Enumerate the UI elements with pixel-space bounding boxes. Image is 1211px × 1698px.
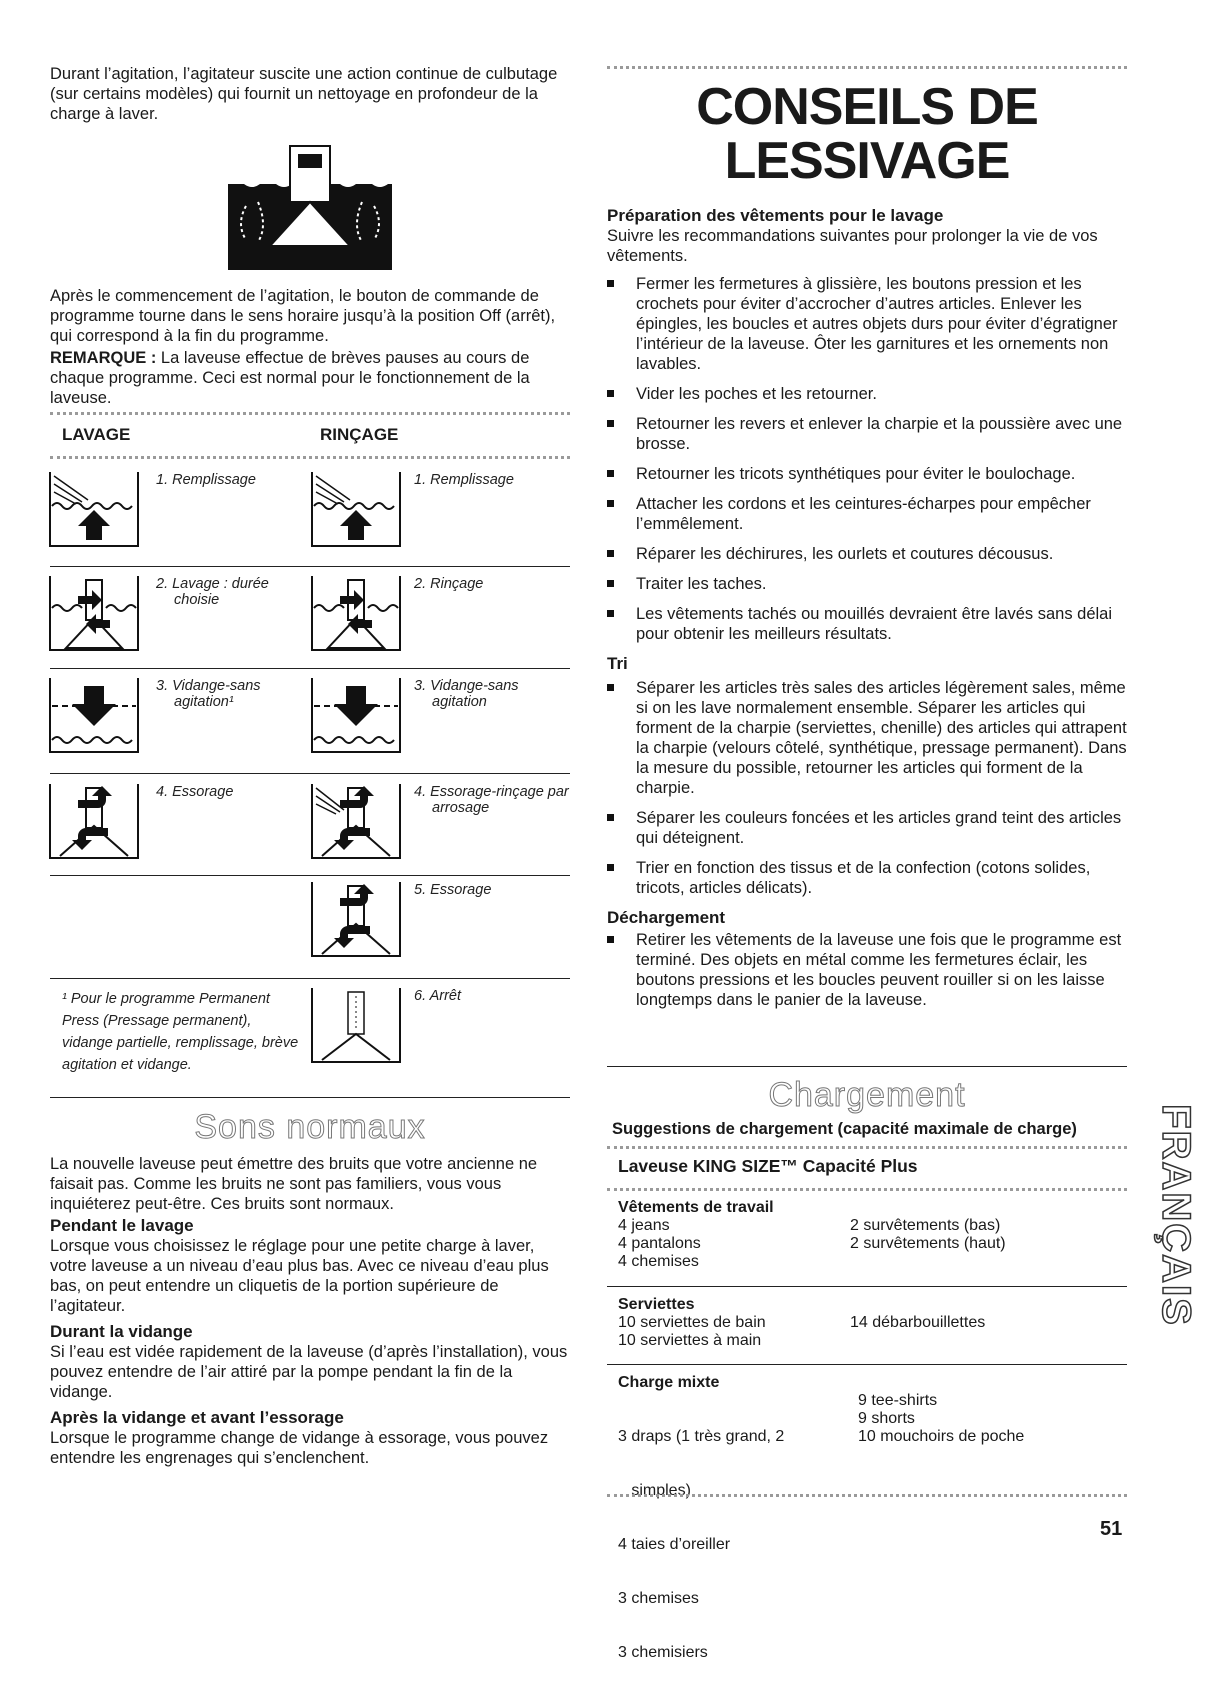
bullet-icon (607, 936, 614, 943)
remark-text: La laveuse effectue de brèves pauses au cours de chaque programme. Ceci est normal pour le fonctionnement de la laveuse. (50, 349, 530, 407)
sort-heading: Tri (607, 654, 628, 673)
rinse-step-label: 5. Essorage (414, 882, 492, 898)
list-item: Séparer les articles très sales des articles légèrement sales, même si on les lave normalement ensemble. Séparer les articles qui forment de la charpie (serviettes, chenille) des articles qui attrapent la charpie (velours côtelé, synthétique, pressage permanent). Dans la mesure du possible, retourner les articles qui forment de la charpie. (607, 678, 1127, 798)
list-item: Retourner les revers et enlever la charpie et la poussière avec une brosse. (607, 414, 1127, 454)
load-item: 10 serviettes à main (618, 1332, 762, 1349)
list-item: Trier en fonction des tissus et de la confection (cotons solides, tricots, articles délicats). (607, 858, 1127, 898)
bullet-icon (607, 684, 614, 691)
bullet-icon (607, 814, 614, 821)
step-divider (50, 875, 570, 876)
bullet-icon (607, 470, 614, 477)
load-item: 10 mouchoirs de poche (858, 1428, 1025, 1445)
rinse-step-label: 2. Rinçage (414, 576, 484, 592)
step-divider (50, 978, 570, 979)
agitate-icon (48, 574, 140, 654)
fill-icon (48, 470, 140, 550)
sort-list (607, 678, 1127, 898)
washer-heading: Laveuse KING SIZE™ Capacité Plus (618, 1156, 918, 1176)
step-divider (50, 566, 570, 567)
sound-text: Si l’eau est vidée rapidement de la laveuse (d’après l’installation), vous pouvez entendre de l’air attiré par la pompe pendant la fin de la vidange. (50, 1343, 568, 1401)
rinse-step-label: 4. Essorage-rinçage par arrosage (414, 784, 569, 816)
title-line: LESSIVAGE (724, 132, 1010, 190)
spin-icon (48, 782, 140, 862)
load-item: 3 chemisiers (618, 1644, 708, 1661)
agitate-icon (310, 574, 402, 654)
list-item: Les vêtements tachés ou mouillés devraient être lavés sans délai pour obtenir les meilleurs résultats. (607, 604, 1127, 644)
load-item: 9 tee-shirts (858, 1392, 938, 1409)
prep-heading: Préparation des vêtements pour le lavage (607, 206, 944, 225)
wash-step-label: 1. Remplissage (156, 472, 256, 488)
sounds-intro: La nouvelle laveuse peut émettre des bruits que votre ancienne ne faisait pas. Comme les bruits ne sont pas familiers, vous vous inquiéterez peut-être. Ces bruits sont normaux. (50, 1155, 538, 1213)
loading-subtitle: Suggestions de chargement (capacité maximale de charge) (612, 1120, 1077, 1138)
list-item: Attacher les cordons et les ceintures-écharpes pour empêcher l’emmêlement. (607, 494, 1127, 534)
load-item: 3 draps (1 très grand, 2 (618, 1428, 785, 1445)
sound-text: Lorsque le programme change de vidange à essorage, vous pouvez entendre les engrenages qui s’enclenchent. (50, 1429, 549, 1467)
fill-icon (310, 470, 402, 550)
load-item: 4 pantalons (618, 1235, 701, 1252)
sound-heading: Durant la vidange (50, 1322, 193, 1341)
bullet-icon (607, 280, 614, 287)
load-item: 2 survêtements (bas) (850, 1217, 1001, 1234)
divider (607, 1364, 1127, 1365)
remark-paragraph (50, 348, 570, 408)
page-number: 51 (1100, 1518, 1123, 1540)
sound-item (50, 1408, 570, 1468)
bullet-icon (607, 390, 614, 397)
list-item: Retirer les vêtements de la laveuse une fois que le programme est terminé. Des objets en métal comme les fermetures éclair, les boutons pressions et les boucles peuvent rouiller si on les laisse longtemps dans le panier de la laveuse. (607, 930, 1127, 1010)
wash-step-label: 2. Lavage : durée choisie (156, 576, 269, 608)
spin-icon (310, 880, 402, 960)
wash-step-label: 4. Essorage (156, 784, 234, 800)
spray-spin-icon (310, 782, 402, 862)
footnote: ¹ Pour le programme Permanent Press (Pressage permanent), vidange partielle, remplissage, brève agitation et vidange. (62, 991, 299, 1073)
load-item: 10 serviettes de bain (618, 1314, 766, 1331)
divider (50, 456, 570, 459)
wash-column-heading: LAVAGE (62, 425, 131, 444)
title-line: CONSEILS DE (696, 78, 1038, 136)
list-item: Fermer les fermetures à glissière, les boutons pression et les crochets pour éviter d’accrocher d’autres articles. Enlever les épingles, les boucles et autres objets durs pour éviter d’égratigner l’intérieur de la laveuse. Ôter les garnitures et les ornements non lavables. (607, 274, 1127, 374)
divider (607, 1188, 1127, 1191)
rinse-step-label: 3. Vidange-sans agitation (414, 678, 519, 710)
sound-text: Lorsque vous choisissez le réglage pour une petite charge à laver, votre laveuse a un niveau d’eau plus bas. Avec ce niveau d’eau plus bas, on peut entendre un cliquetis de la portion supérieure de l’agitateur. (50, 1237, 549, 1315)
load-group-heading: Charge mixte (618, 1374, 720, 1391)
sound-heading: Après la vidange et avant l’essorage (50, 1408, 344, 1427)
bullet-icon (607, 420, 614, 427)
prep-intro: Suivre les recommandations suivantes pour prolonger la vie de vos vêtements. (607, 227, 1098, 265)
unload-heading: Déchargement (607, 908, 726, 927)
load-item: 9 shorts (858, 1410, 915, 1427)
sound-heading: Pendant le lavage (50, 1216, 194, 1235)
load-item: 14 débarbouillettes (850, 1314, 986, 1331)
divider (607, 1066, 1127, 1067)
divider (607, 1286, 1127, 1287)
drain-icon (310, 676, 402, 756)
preparation-section (607, 206, 1127, 1020)
stop-icon (310, 986, 402, 1066)
load-item: 3 chemises (618, 1590, 699, 1607)
unload-list (607, 930, 1127, 1010)
wash-step-label: 3. Vidange-sans agitation¹ (156, 678, 261, 710)
prep-list (607, 274, 1127, 644)
rinse-step-label: 1. Remplissage (414, 472, 514, 488)
sound-item (50, 1216, 570, 1316)
bullet-icon (607, 550, 614, 557)
after-agitation-paragraph: Après le commencement de l’agitation, le bouton de commande de programme tourne dans le sens horaire jusqu’à la position Off (arrêt), qui correspond à la fin du programme. (50, 287, 556, 345)
rinse-column-heading: RINÇAGE (320, 425, 399, 444)
remark-label: REMARQUE : (50, 349, 157, 367)
load-item: 4 jeans (618, 1217, 670, 1234)
list-item: Traiter les taches. (607, 574, 1127, 594)
bullet-icon (607, 580, 614, 587)
load-group-heading: Vêtements de travail (618, 1199, 774, 1216)
sounds-list (50, 1216, 570, 1468)
side-tab-label: FRANÇAIS (1153, 1103, 1198, 1327)
list-item: Retourner les tricots synthétiques pour éviter le boulochage. (607, 464, 1127, 484)
divider (607, 1494, 1127, 1497)
drain-icon (48, 676, 140, 756)
list-item: Réparer les déchirures, les ourlets et coutures décousus. (607, 544, 1127, 564)
rinse-step-label: 6. Arrêt (414, 988, 462, 1004)
load-item: simples) (618, 1482, 691, 1499)
load-item: 4 chemises (618, 1253, 699, 1270)
divider (50, 412, 570, 415)
load-item: 2 survêtements (haut) (850, 1235, 1006, 1252)
page-title (607, 80, 1127, 188)
loading-title: Chargement (768, 1076, 966, 1114)
step-divider (50, 668, 570, 669)
divider (50, 1097, 570, 1098)
language-side-tab (1150, 1090, 1200, 1340)
load-group (618, 1374, 1118, 1698)
sounds-title: Sons normaux (194, 1108, 426, 1146)
divider (607, 66, 1127, 69)
bullet-icon (607, 864, 614, 871)
sound-item (50, 1322, 570, 1402)
bullet-icon (607, 500, 614, 507)
list-item: Vider les poches et les retourner. (607, 384, 1127, 404)
load-group (618, 1296, 1118, 1350)
divider (607, 1146, 1127, 1149)
load-item: 4 taies d’oreiller (618, 1536, 731, 1553)
load-group (618, 1199, 1118, 1271)
load-group-heading: Serviettes (618, 1296, 695, 1313)
agitator-illustration (228, 142, 392, 270)
bullet-icon (607, 610, 614, 617)
intro-paragraph: Durant l’agitation, l’agitateur suscite une action continue de culbutage (sur certains modèles) qui fournit un nettoyage en profondeur de la charge à laver. (50, 65, 558, 123)
step-divider (50, 773, 570, 774)
list-item: Séparer les couleurs foncées et les articles grand teint des articles qui déteignent. (607, 808, 1127, 848)
